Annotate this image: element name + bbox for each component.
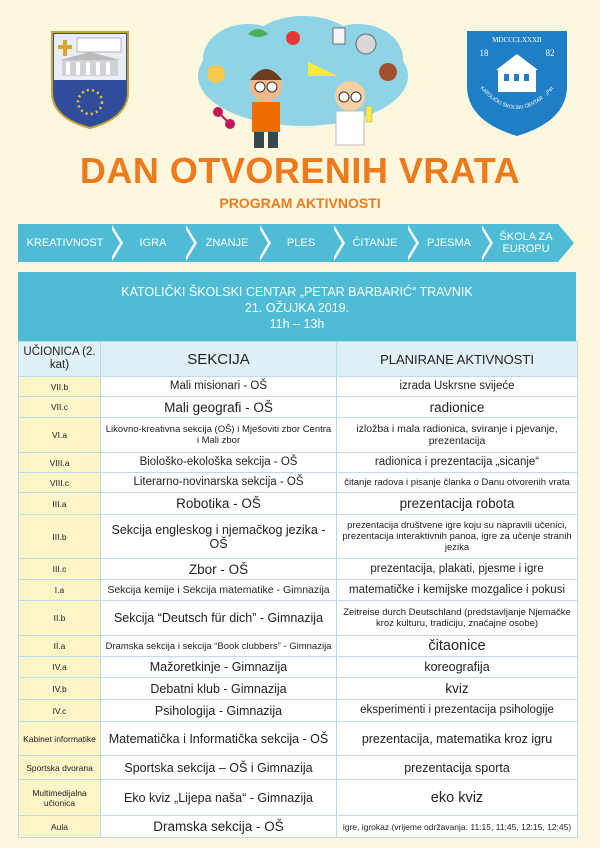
activity-cell: radionice xyxy=(337,397,578,418)
table-row xyxy=(19,601,578,636)
roman-numeral: MDCCCLXXXII xyxy=(492,36,542,44)
section-cell: Biološko-ekološka sekcija - OŠ xyxy=(101,453,337,473)
column-header-section: SEKCIJA xyxy=(101,342,337,377)
activity-cell: prezentacija sporta xyxy=(337,756,578,780)
kscentar-logo-icon xyxy=(462,26,572,138)
room-cell: III.a xyxy=(19,493,101,515)
column-header-activities: PLANIRANE AKTIVNOSTI xyxy=(337,342,578,377)
room-cell: VII.b xyxy=(19,377,101,397)
chevron-item: ZNANJE xyxy=(205,237,249,249)
year-left: 18 xyxy=(479,48,489,58)
activity-cell: čitaonice xyxy=(337,636,578,657)
activity-cell: eksperimenti i prezentacija psihologije xyxy=(337,700,578,722)
header-art xyxy=(0,0,600,150)
section-cell: Mali misionari - OŠ xyxy=(101,377,337,397)
room-cell: Multimedijalna učionica xyxy=(19,780,101,816)
table-row xyxy=(19,580,578,601)
table-header-row xyxy=(19,342,578,377)
activity-cell: igre, igrokaz (vrijeme održavanja: 11:15, 11:45, 12:15, 12:45) xyxy=(337,816,578,838)
table-row xyxy=(19,636,578,657)
chevron-item: KREATIVNOST xyxy=(26,237,104,249)
section-cell: Psihologija - Gimnazija xyxy=(101,700,337,722)
table-row xyxy=(19,756,578,780)
activity-cell: čitanje radova i pisanje članka o Danu otvorenih vrata xyxy=(337,473,578,493)
chevron-item: ŠKOLA ZA EUROPU xyxy=(499,231,553,255)
section-cell: Matematička i Informatička sekcija - OŠ xyxy=(101,722,337,756)
activity-cell: koreografija xyxy=(337,657,578,678)
school-crest-icon xyxy=(50,30,130,130)
table-row xyxy=(19,377,578,397)
room-cell: IV.b xyxy=(19,678,101,700)
section-cell: Dramska sekcija - OŠ xyxy=(101,816,337,838)
section-cell: Dramska sekcija i sekcija “Book clubbers” - Gimnazija xyxy=(101,636,337,657)
science-kids-illustration xyxy=(188,14,418,154)
table-row xyxy=(19,515,578,559)
activity-cell: prezentacija robota xyxy=(337,493,578,515)
page-subtitle: PROGRAM AKTIVNOSTI xyxy=(219,195,381,211)
section-cell: Sekcija “Deutsch für dich” - Gimnazija xyxy=(101,601,337,636)
table-row xyxy=(19,780,578,816)
table-row xyxy=(19,816,578,838)
chevron-item: IGRA xyxy=(139,237,167,249)
table-row xyxy=(19,678,578,700)
room-cell: VI.a xyxy=(19,418,101,453)
event-date: 21. OŽUJKA 2019. xyxy=(244,301,350,315)
room-cell: VIII.a xyxy=(19,453,101,473)
logo-ring-text: KATOLIČKI ŠKOLSKI CENTAR · „Pet xyxy=(478,85,556,112)
room-cell: III.c xyxy=(19,559,101,580)
room-cell: III.b xyxy=(19,515,101,559)
section-cell: Sekcija kemije i Sekcija matematike - Gimnazija xyxy=(101,580,337,601)
room-cell: I.a xyxy=(19,580,101,601)
table-row xyxy=(19,700,578,722)
section-cell: Eko kviz „Lijepa naša“ - Gimnazija xyxy=(101,780,337,816)
chevron-item: PLES xyxy=(286,237,316,249)
activity-cell: izrada Uskrsne svijeće xyxy=(337,377,578,397)
table-row xyxy=(19,453,578,473)
table-row xyxy=(19,397,578,418)
program-table xyxy=(18,341,578,838)
section-cell: Zbor - OŠ xyxy=(101,559,337,580)
section-cell: Debatni klub - Gimnazija xyxy=(101,678,337,700)
school-name: KATOLIČKI ŠKOLSKI CENTAR „PETAR BARBARIĆ“ TRAVNIK xyxy=(121,285,473,299)
activity-cell: Zeitreise durch Deutschland (predstavljanje Njemačke kroz kulturu, tradiciju, značajne osobe) xyxy=(337,601,578,636)
year-right: 82 xyxy=(545,48,555,58)
activity-cell: prezentacija, matematika kroz igru xyxy=(337,722,578,756)
table-row xyxy=(19,418,578,453)
room-cell: II.b xyxy=(19,601,101,636)
page-title: DAN OTVORENIH VRATA xyxy=(79,150,521,191)
table-row xyxy=(19,722,578,756)
room-cell: II.a xyxy=(19,636,101,657)
section-cell: Mali geografi - OŠ xyxy=(101,397,337,418)
section-cell: Mažoretkinje - Gimnazija xyxy=(101,657,337,678)
chevron-item: PJESMA xyxy=(426,237,471,249)
section-cell: Literarno-novinarska sekcija - OŠ xyxy=(101,473,337,493)
table-row xyxy=(19,559,578,580)
event-time: 11h – 13h xyxy=(269,317,325,331)
activity-cell: matematičke i kemijske mozgalice i pokusi xyxy=(337,580,578,601)
activity-cell: izložba i mala radionica, sviranje i pjevanje, prezentacija xyxy=(337,418,578,453)
room-cell: IV.a xyxy=(19,657,101,678)
section-cell: Sportska sekcija – OŠ i Gimnazija xyxy=(101,756,337,780)
room-cell: Sportska dvorana xyxy=(19,756,101,780)
activity-cell: kviz xyxy=(337,678,578,700)
activity-chevrons xyxy=(18,224,574,262)
room-cell: Kabinet informatike xyxy=(19,722,101,756)
section-cell: Likovno-kreativna sekcija (OŠ) i Mješoviti zbor Centra i Mali zbor xyxy=(101,418,337,453)
activity-cell: radionica i prezentacija „sicanje“ xyxy=(337,453,578,473)
table-row xyxy=(19,493,578,515)
section-cell: Robotika - OŠ xyxy=(101,493,337,515)
room-cell: IV.c xyxy=(19,700,101,722)
event-info-banner xyxy=(18,272,576,341)
column-header-room: UČIONICA (2. kat) xyxy=(19,342,101,377)
chevron-item: ČITANJE xyxy=(352,237,398,249)
activity-cell: prezentacija društvene igre koju su napravili učenici, prezentacija interaktivnih panoa, igre za učenje stranih jezika xyxy=(337,515,578,559)
chevron-right-icon xyxy=(558,224,574,262)
table-row xyxy=(19,657,578,678)
activity-cell: prezentacija, plakati, pjesme i igre xyxy=(337,559,578,580)
activity-cell: eko kviz xyxy=(337,780,578,816)
room-cell: VII.c xyxy=(19,397,101,418)
room-cell: Aula xyxy=(19,816,101,838)
section-cell: Sekcija engleskog i njemačkog jezika - OŠ xyxy=(101,515,337,559)
room-cell: VIII.c xyxy=(19,473,101,493)
table-row xyxy=(19,473,578,493)
